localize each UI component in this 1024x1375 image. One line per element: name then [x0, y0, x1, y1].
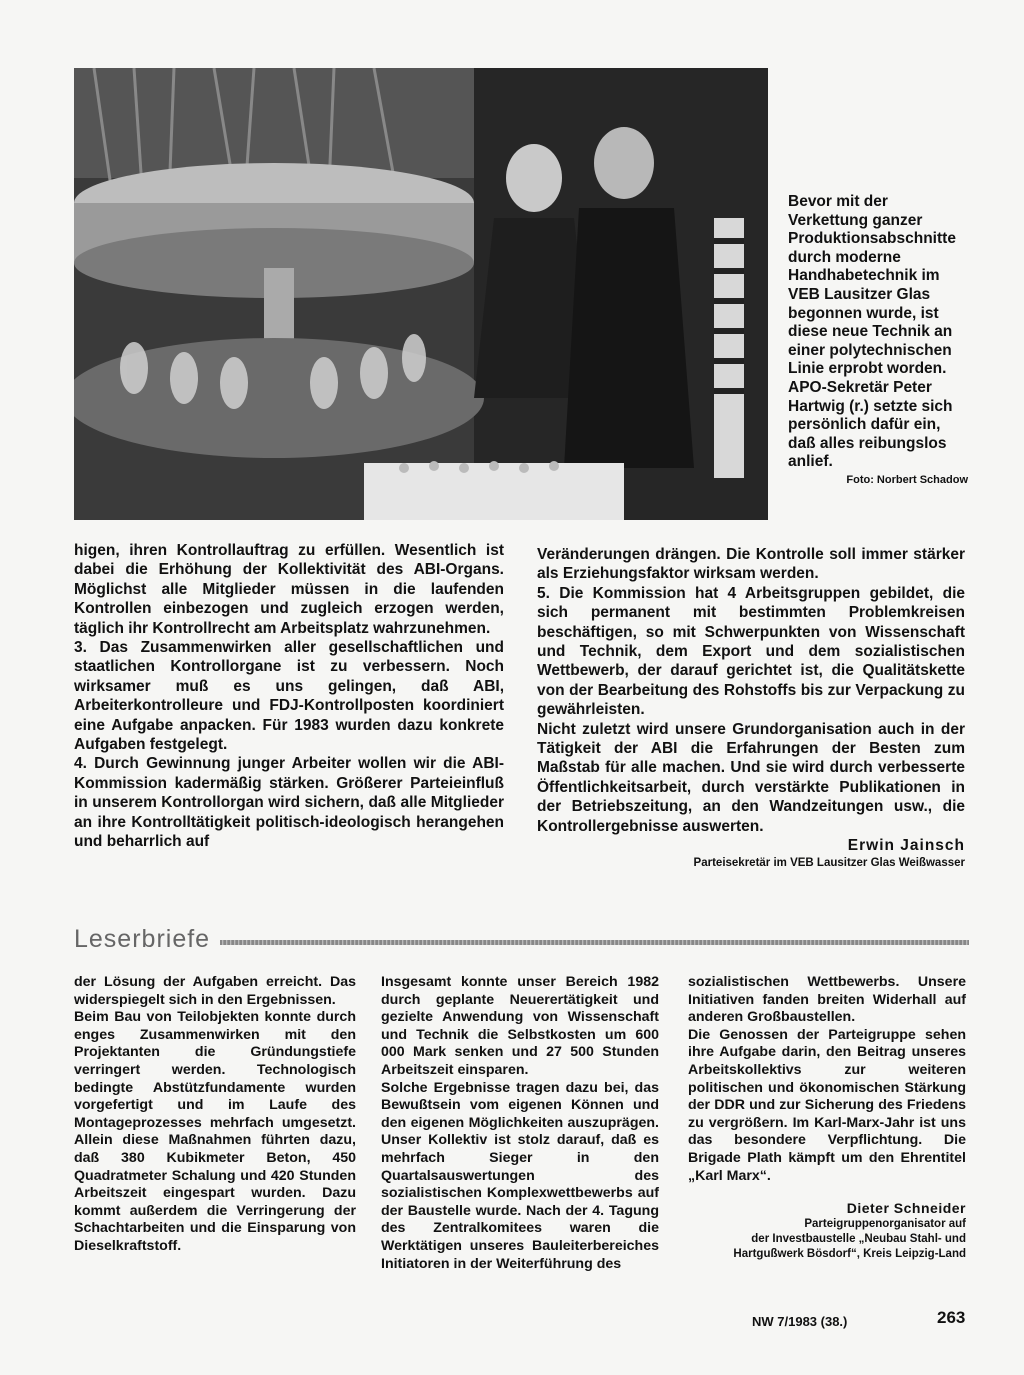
- section-header-leserbriefe: [74, 924, 969, 954]
- item-number: 3.: [74, 639, 87, 657]
- page-number: 263: [937, 1308, 966, 1327]
- item-text: Die Kommission hat 4 Arbeitsgruppen gebildet, die sich permanent mit bestimmten Problemkreisen beschäftigen, so mit Schwerpunkten von Wissenschaft und Technik, dem Export und dem sozialistischen Wettbewerb, der darauf gerichtet ist, die Qualitätskette von der Bearbeitung des Rohstoffs bis zur Verpackung zu gewährleisten.: [537, 584, 965, 719]
- issue-label: NW 7/1983 (38.): [752, 1314, 848, 1329]
- photo-caption: [788, 193, 968, 487]
- photo-credit: Foto: Norbert Schadow: [846, 473, 968, 486]
- item-number: 5.: [537, 584, 550, 602]
- signature-role-line: der Investbaustelle „Neubau Stahl- und: [751, 1233, 966, 1245]
- letter-column-1: [74, 974, 356, 1256]
- article-paragraph: higen, ihren Kontrollauftrag zu erfüllen. Wesentlich ist dabei die Erhöhung der Kollektivität des ABI-Organs. Möglichst alle Mitglieder müssen in die laufenden Kontrollen einbezogen und zugleich erzogen werden, täglich ihr Kontrollrecht am Arbeitsplatz wahrzunehmen.: [74, 542, 504, 637]
- letter-paragraph: Die Genossen der Parteigruppe sehen ihre Aufgabe darin, den Beitrag unseres Arbeitskollektivs zur weiteren politischen und ökonomischen Stärkung der DDR und zur Sicherung des Friedens zu vergrößern. Im Karl-Marx-Jahr ist uns das besondere Verpflichtung. Die Brigade Plath kämpft um den Ehrentitel „Karl Marx“.: [688, 1026, 966, 1184]
- photo-illustration: [74, 68, 768, 520]
- signature-role-line: Hartgußwerk Bösdorf“, Kreis Leipzig-Land: [733, 1248, 966, 1260]
- signature-role-line: Parteigruppenorganisator auf: [804, 1218, 966, 1230]
- caption-text: Bevor mit der Verkettung ganzer Produktionsabschnitte durch moderne Handhabetechnik im VEB Lausitzer Glas begonnen wurde, ist diese neue Technik an einer polytechnischen Linie erprobt worden. APO-Sekretär Peter Hartwig (r.) setzte sich persönlich dafür ein, daß alles reibungslos anlief.: [788, 193, 956, 471]
- factory-photo: [74, 68, 768, 520]
- letter-signature: [688, 1199, 966, 1262]
- letter-column-3: [688, 974, 966, 1185]
- article-paragraph: Nicht zuletzt wird unsere Grundorganisation auch in der Tätigkeit der ABI die Erfahrungen der Besten zum Maßstab für alle machen. Und sie wird durch verbesserte Öffentlichkeitsarbeit, durch verstärkte Publikationen in der Betriebszeitung, an den Wandzeitungen usw., die Kontrollergebnisse auswerten.: [537, 720, 965, 835]
- article-paragraph: [74, 754, 504, 851]
- item-text: Durch Gewinnung junger Arbeiter wollen wir die ABI-Kommission kadermäßig stärken. Größerer Parteieinfluß in unserem Kontrollorgan wird sichern, daß alle Mitglieder an ihre Kontrolltätigkeit politisch-ideologisch herangehen und beharrlich auf: [74, 755, 504, 851]
- article-column-1: [74, 541, 504, 852]
- article-paragraph: Veränderungen drängen. Die Kontrolle soll immer stärker als Erziehungsfaktor wirksam werden.: [537, 546, 965, 583]
- letter-paragraph: Insgesamt konnte unser Bereich 1982 durch geplante Neuerertätigkeit und gezielte Anwendung von Wissenschaft und Technik die Selbstkosten um 600 000 Mark senken und 27 500 Stunden Arbeitszeit einsparen.: [381, 974, 659, 1078]
- letter-paragraph: Solche Ergebnisse tragen dazu bei, das Bewußtsein vom eigenen Können und den eigenen Möglichkeiten auszuprägen. Unser Kollektiv ist stolz darauf, daß es mehrfach Sieger in den Quartalsauswertungen des sozialistischen Komplexwettbewerbs auf der Baustelle wurde. Nach der 4. Tagung des Zentralkomitees waren die Werktätigen unseres Bauleiterbereiches Initiatoren in der Weiterführung des: [381, 1079, 659, 1272]
- section-title: Leserbriefe: [74, 924, 211, 953]
- letter-paragraph: Beim Bau von Teilobjekten konnte durch enges Zusammenwirken mit den Projektanten die Gründungstiefe verringert werden. Technologisch bedingte Abstützfundamente wurden vorgefertigt und im Laufe des Montageprozesses mehrfach umgesetzt. Allein diese Maßnahmen führten dazu, daß 380 Kubikmeter Beton, 450 Quadratmeter Schalung und 420 Stunden Arbeitszeit eingespart wurden. Dazu kommt außerdem die Verringerung der Schachtarbeiten und die Einsparung von Dieselkraftstoff.: [74, 1009, 356, 1254]
- article-author: Erwin Jainsch: [847, 837, 965, 855]
- letter-column-2: [381, 974, 659, 1273]
- article-author-role: Parteisekretär im VEB Lausitzer Glas Weißwasser: [693, 856, 965, 869]
- letter-paragraph: sozialistischen Wettbewerbs. Unsere Initiativen fanden breiten Widerhall auf anderen Großbaustellen.: [688, 974, 966, 1026]
- item-text: Das Zusammenwirken aller gesellschaftlichen und staatlichen Kontrollorgane ist zu verbessern. Noch wirksamer muß es uns gelingen, daß ABI, Arbeiterkontrolleure und FDJ-Kontrollposten koordiniert eine Aufgabe anpacken. Für 1983 wurden dazu konkrete Aufgaben festgelegt.: [74, 639, 504, 754]
- section-rule: [220, 940, 969, 945]
- article-paragraph: [74, 638, 504, 754]
- item-number: 4.: [74, 755, 87, 773]
- article-column-2: [537, 545, 965, 871]
- article-paragraph: [537, 584, 965, 720]
- letter-paragraph: der Lösung der Aufgaben erreicht. Das widerspiegelt sich in den Ergebnissen.: [74, 974, 356, 1008]
- signature-name: Dieter Schneider: [846, 1200, 966, 1216]
